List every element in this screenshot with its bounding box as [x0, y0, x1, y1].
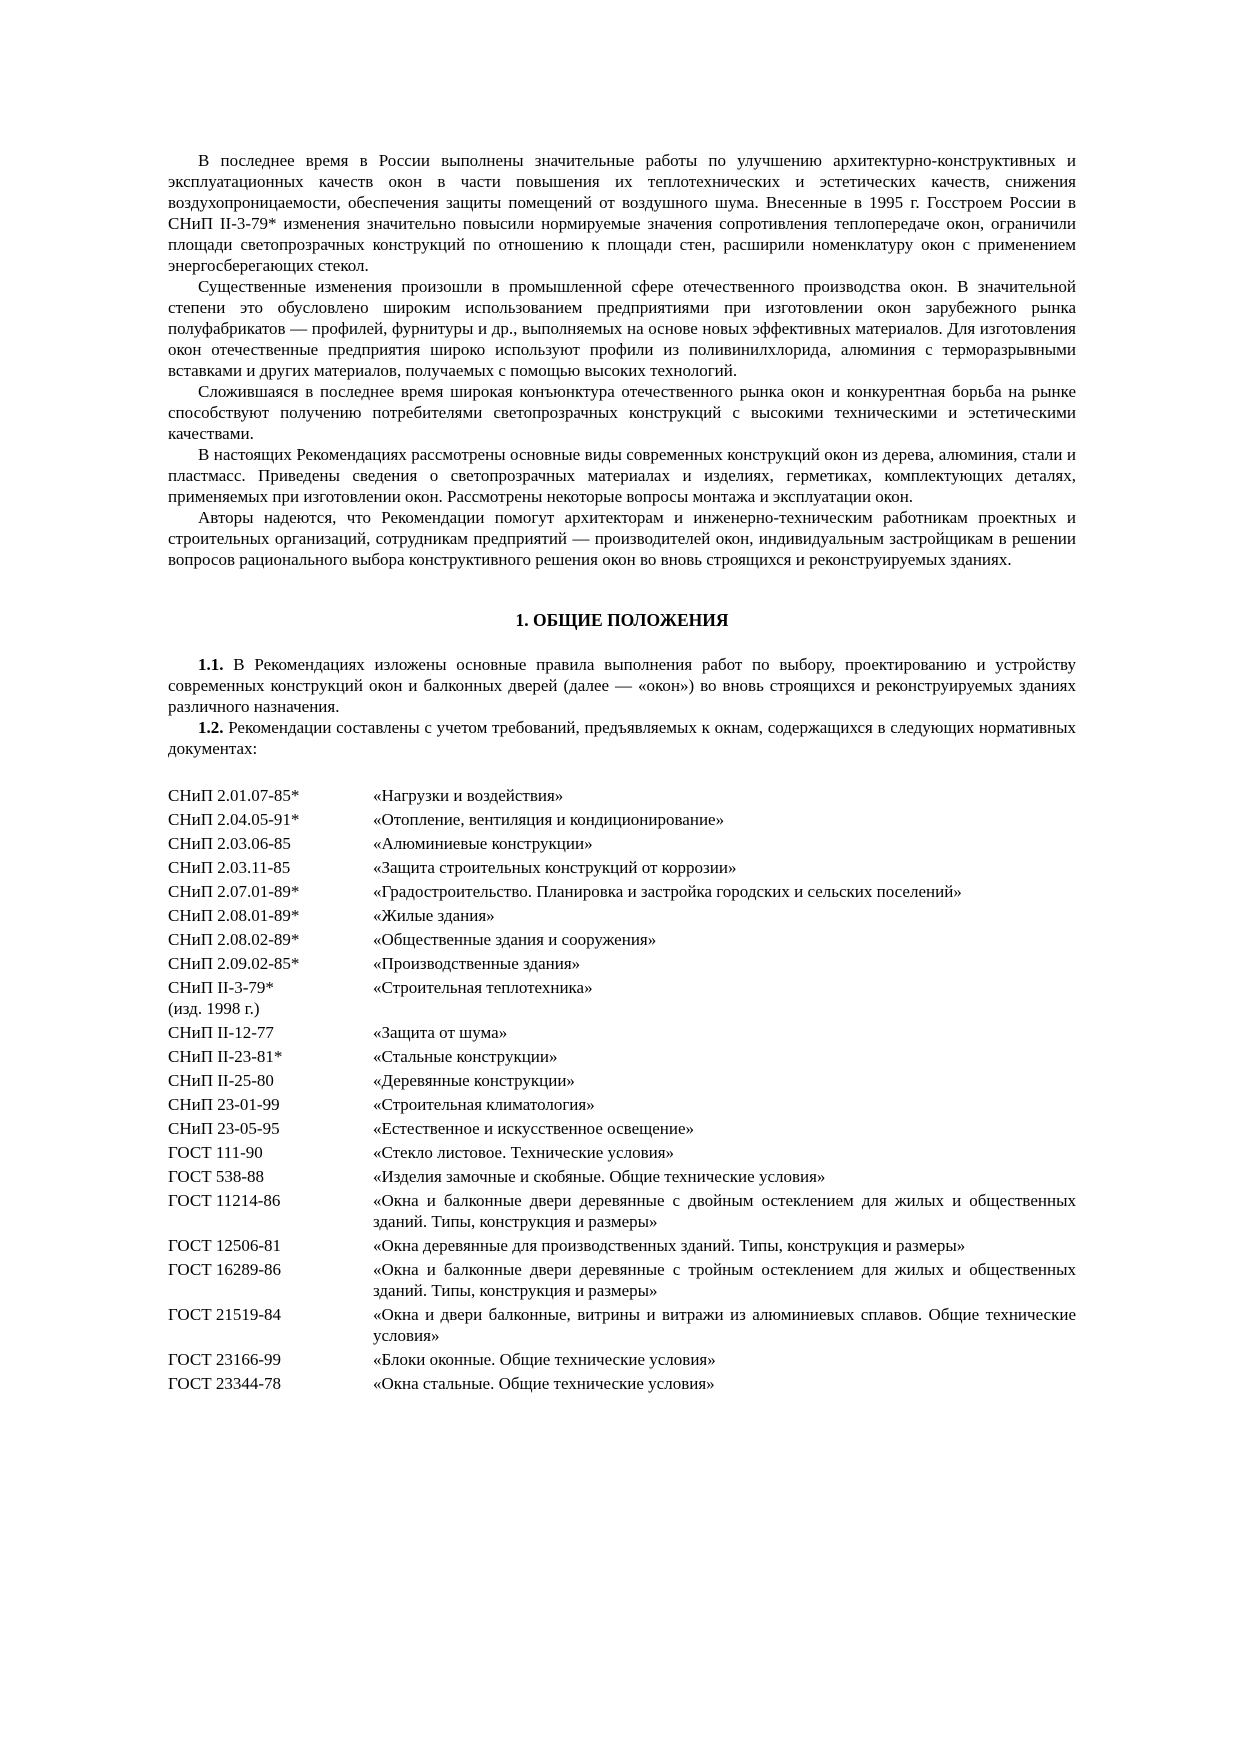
intro-paragraph: Существенные изменения произошли в промышленной сфере отечественного производства окон. В значительной степени это обусловлено широким использованием предприятиями при изготовлении окон зарубежного рынка полуфабрикатов — профилей, фурнитуры и др., выполняемых на основе новых эффективных материалов. Для изготовления окон отечественные предприятия широко используют профили из поливинилхлорида, алюминия с терморазрывными вставками и других материалов, получаемых с помощью высоких технологий. [168, 277, 1076, 380]
standard-code: СНиП 2.03.11-85 [168, 858, 291, 877]
standard-title: «Алюминиевые конструкции» [373, 834, 593, 853]
standard-row [168, 905, 1076, 926]
standard-row [168, 1166, 1076, 1187]
standard-code: ГОСТ 23344-78 [168, 1374, 282, 1393]
clause-paragraph [168, 717, 1076, 759]
standard-code: СНиП 2.09.02-85* [168, 954, 300, 973]
standard-title: «Естественное и искусственное освещение» [373, 1119, 694, 1138]
standard-title: «Блоки оконные. Общие технические условия» [373, 1350, 716, 1369]
standard-title: «Окна и балконные двери деревянные с тройным остеклением для жилых и общественных зданий. Типы, конструкция и размеры» [373, 1260, 1076, 1300]
standard-title: «Окна стальные. Общие технические условия» [373, 1374, 715, 1393]
standard-code: ГОСТ 23166-99 [168, 1350, 282, 1369]
standard-code: СНиП 2.01.07-85* [168, 786, 300, 805]
section-body [168, 654, 1076, 759]
standard-row [168, 785, 1076, 806]
standard-title: «Отопление, вентиляция и кондиционирование» [373, 810, 725, 829]
standard-row [168, 1070, 1076, 1091]
standard-row [168, 1046, 1076, 1067]
standard-row [168, 1094, 1076, 1115]
standard-code: ГОСТ 21519-84 [168, 1305, 282, 1324]
standard-code: СНиП 2.03.06-85 [168, 834, 291, 853]
standard-title: «Жилые здания» [373, 906, 495, 925]
standard-row [168, 1373, 1076, 1394]
standard-code: СНиП 23-05-95 [168, 1119, 280, 1138]
standard-code: ГОСТ 111-90 [168, 1143, 263, 1162]
standard-code-note: (изд. 1998 г.) [168, 999, 260, 1018]
standard-code: ГОСТ 12506-81 [168, 1236, 282, 1255]
standard-code: СНиП 2.04.05-91* [168, 810, 300, 829]
standard-title: «Нагрузки и воздействия» [373, 786, 564, 805]
standard-code [168, 977, 373, 1019]
standard-title: «Градостроительство. Планировка и застройка городских и сельских поселений» [373, 882, 962, 901]
section-heading: 1. ОБЩИЕ ПОЛОЖЕНИЯ [515, 610, 729, 630]
standard-code: СНиП 2.07.01-89* [168, 882, 300, 901]
standard-row [168, 1235, 1076, 1256]
standard-row [168, 929, 1076, 950]
intro-section [168, 150, 1076, 570]
standard-row [168, 881, 1076, 902]
standard-row [168, 1142, 1076, 1163]
standard-row [168, 1304, 1076, 1346]
standard-row [168, 1259, 1076, 1301]
standard-title: «Деревянные конструкции» [373, 1071, 575, 1090]
clause-paragraph [168, 654, 1076, 717]
standard-code: СНиП II-25-80 [168, 1071, 274, 1090]
standard-title: «Окна деревянные для производственных зданий. Типы, конструкция и размеры» [373, 1236, 966, 1255]
standard-row [168, 833, 1076, 854]
standard-title: «Стальные конструкции» [373, 1047, 558, 1066]
standard-code: СНиП 2.08.02-89* [168, 930, 300, 949]
intro-paragraph: В последнее время в России выполнены значительные работы по улучшению архитектурно-конструктивных и эксплуатационных качеств окон в части повышения их теплотехнических и эстетических качеств, снижения воздухопроницаемости, обеспечения защиты помещений от воздушного шума. Внесенные в 1995 г. Госстроем России в СНиП II-3-79* изменения значительно повысили нормируемые значения сопротивления теплопередаче окон, ограничили площади светопрозрачных конструкций по отношению к площади стен, расширили номенклатуру окон с применением энергосберегающих стекол. [168, 151, 1076, 275]
standard-code: СНиП 23-01-99 [168, 1095, 280, 1114]
standard-row [168, 953, 1076, 974]
clause-text: Рекомендации составлены с учетом требований, предъявляемых к окнам, содержащихся в следующих нормативных документах: [168, 718, 1076, 758]
standard-title: «Строительная климатология» [373, 1095, 595, 1114]
standard-row [168, 1190, 1076, 1232]
standard-row [168, 1118, 1076, 1139]
standards-list [168, 785, 1076, 1394]
standard-title: «Стекло листовое. Технические условия» [373, 1143, 675, 1162]
intro-paragraph: Авторы надеются, что Рекомендации помогут архитекторам и инженерно-техническим работникам проектных и строительных организаций, сотрудникам предприятий — производителей окон, индивидуальным застройщикам в решении вопросов рационального выбора конструктивного решения окон во вновь строящихся и реконструируемых зданиях. [168, 508, 1076, 569]
standard-title: «Защита строительных конструкций от коррозии» [373, 858, 737, 877]
standard-row [168, 977, 1076, 1019]
intro-paragraph: В настоящих Рекомендациях рассмотрены основные виды современных конструкций окон из дерева, алюминия, стали и пластмасс. Приведены сведения о светопрозрачных материалах и изделиях, герметиках, комплектующих деталях, применяемых при изготовлении окон. Рассмотрены некоторые вопросы монтажа и эксплуатации окон. [168, 445, 1076, 506]
standard-code-line: СНиП II-3-79* [168, 978, 274, 997]
clause-number: 1.1. [198, 655, 224, 674]
standard-title: «Окна и балконные двери деревянные с двойным остеклением для жилых и общественных зданий. Типы, конструкция и размеры» [373, 1191, 1076, 1231]
standard-code: СНиП II-23-81* [168, 1047, 283, 1066]
standard-code: ГОСТ 16289-86 [168, 1260, 282, 1279]
standard-code: СНиП 2.08.01-89* [168, 906, 300, 925]
standard-title: «Строительная теплотехника» [373, 978, 593, 997]
standard-code: ГОСТ 11214-86 [168, 1191, 281, 1210]
standard-title: «Окна и двери балконные, витрины и витражи из алюминиевых сплавов. Общие технические условия» [373, 1305, 1076, 1345]
standard-row [168, 809, 1076, 830]
standard-row [168, 857, 1076, 878]
intro-paragraph: Сложившаяся в последнее время широкая конъюнктура отечественного рынка окон и конкурентная борьба на рынке способствуют получению потребителями светопрозрачных конструкций с высокими техническими и эстетическими качествами. [168, 382, 1076, 443]
standard-code: СНиП II-12-77 [168, 1023, 274, 1042]
standard-row [168, 1349, 1076, 1370]
standard-row [168, 1022, 1076, 1043]
standard-title: «Общественные здания и сооружения» [373, 930, 657, 949]
standard-title: «Изделия замочные и скобяные. Общие технические условия» [373, 1167, 826, 1186]
clause-text: В Рекомендациях изложены основные правила выполнения работ по выбору, проектированию и устройству современных конструкций окон и балконных дверей (далее — «окон») во вновь строящихся и реконструируемых зданиях различного назначения. [168, 655, 1076, 716]
standard-title: «Производственные здания» [373, 954, 581, 973]
clause-number: 1.2. [198, 718, 224, 737]
standard-title: «Защита от шума» [373, 1023, 508, 1042]
standard-code: ГОСТ 538-88 [168, 1167, 265, 1186]
